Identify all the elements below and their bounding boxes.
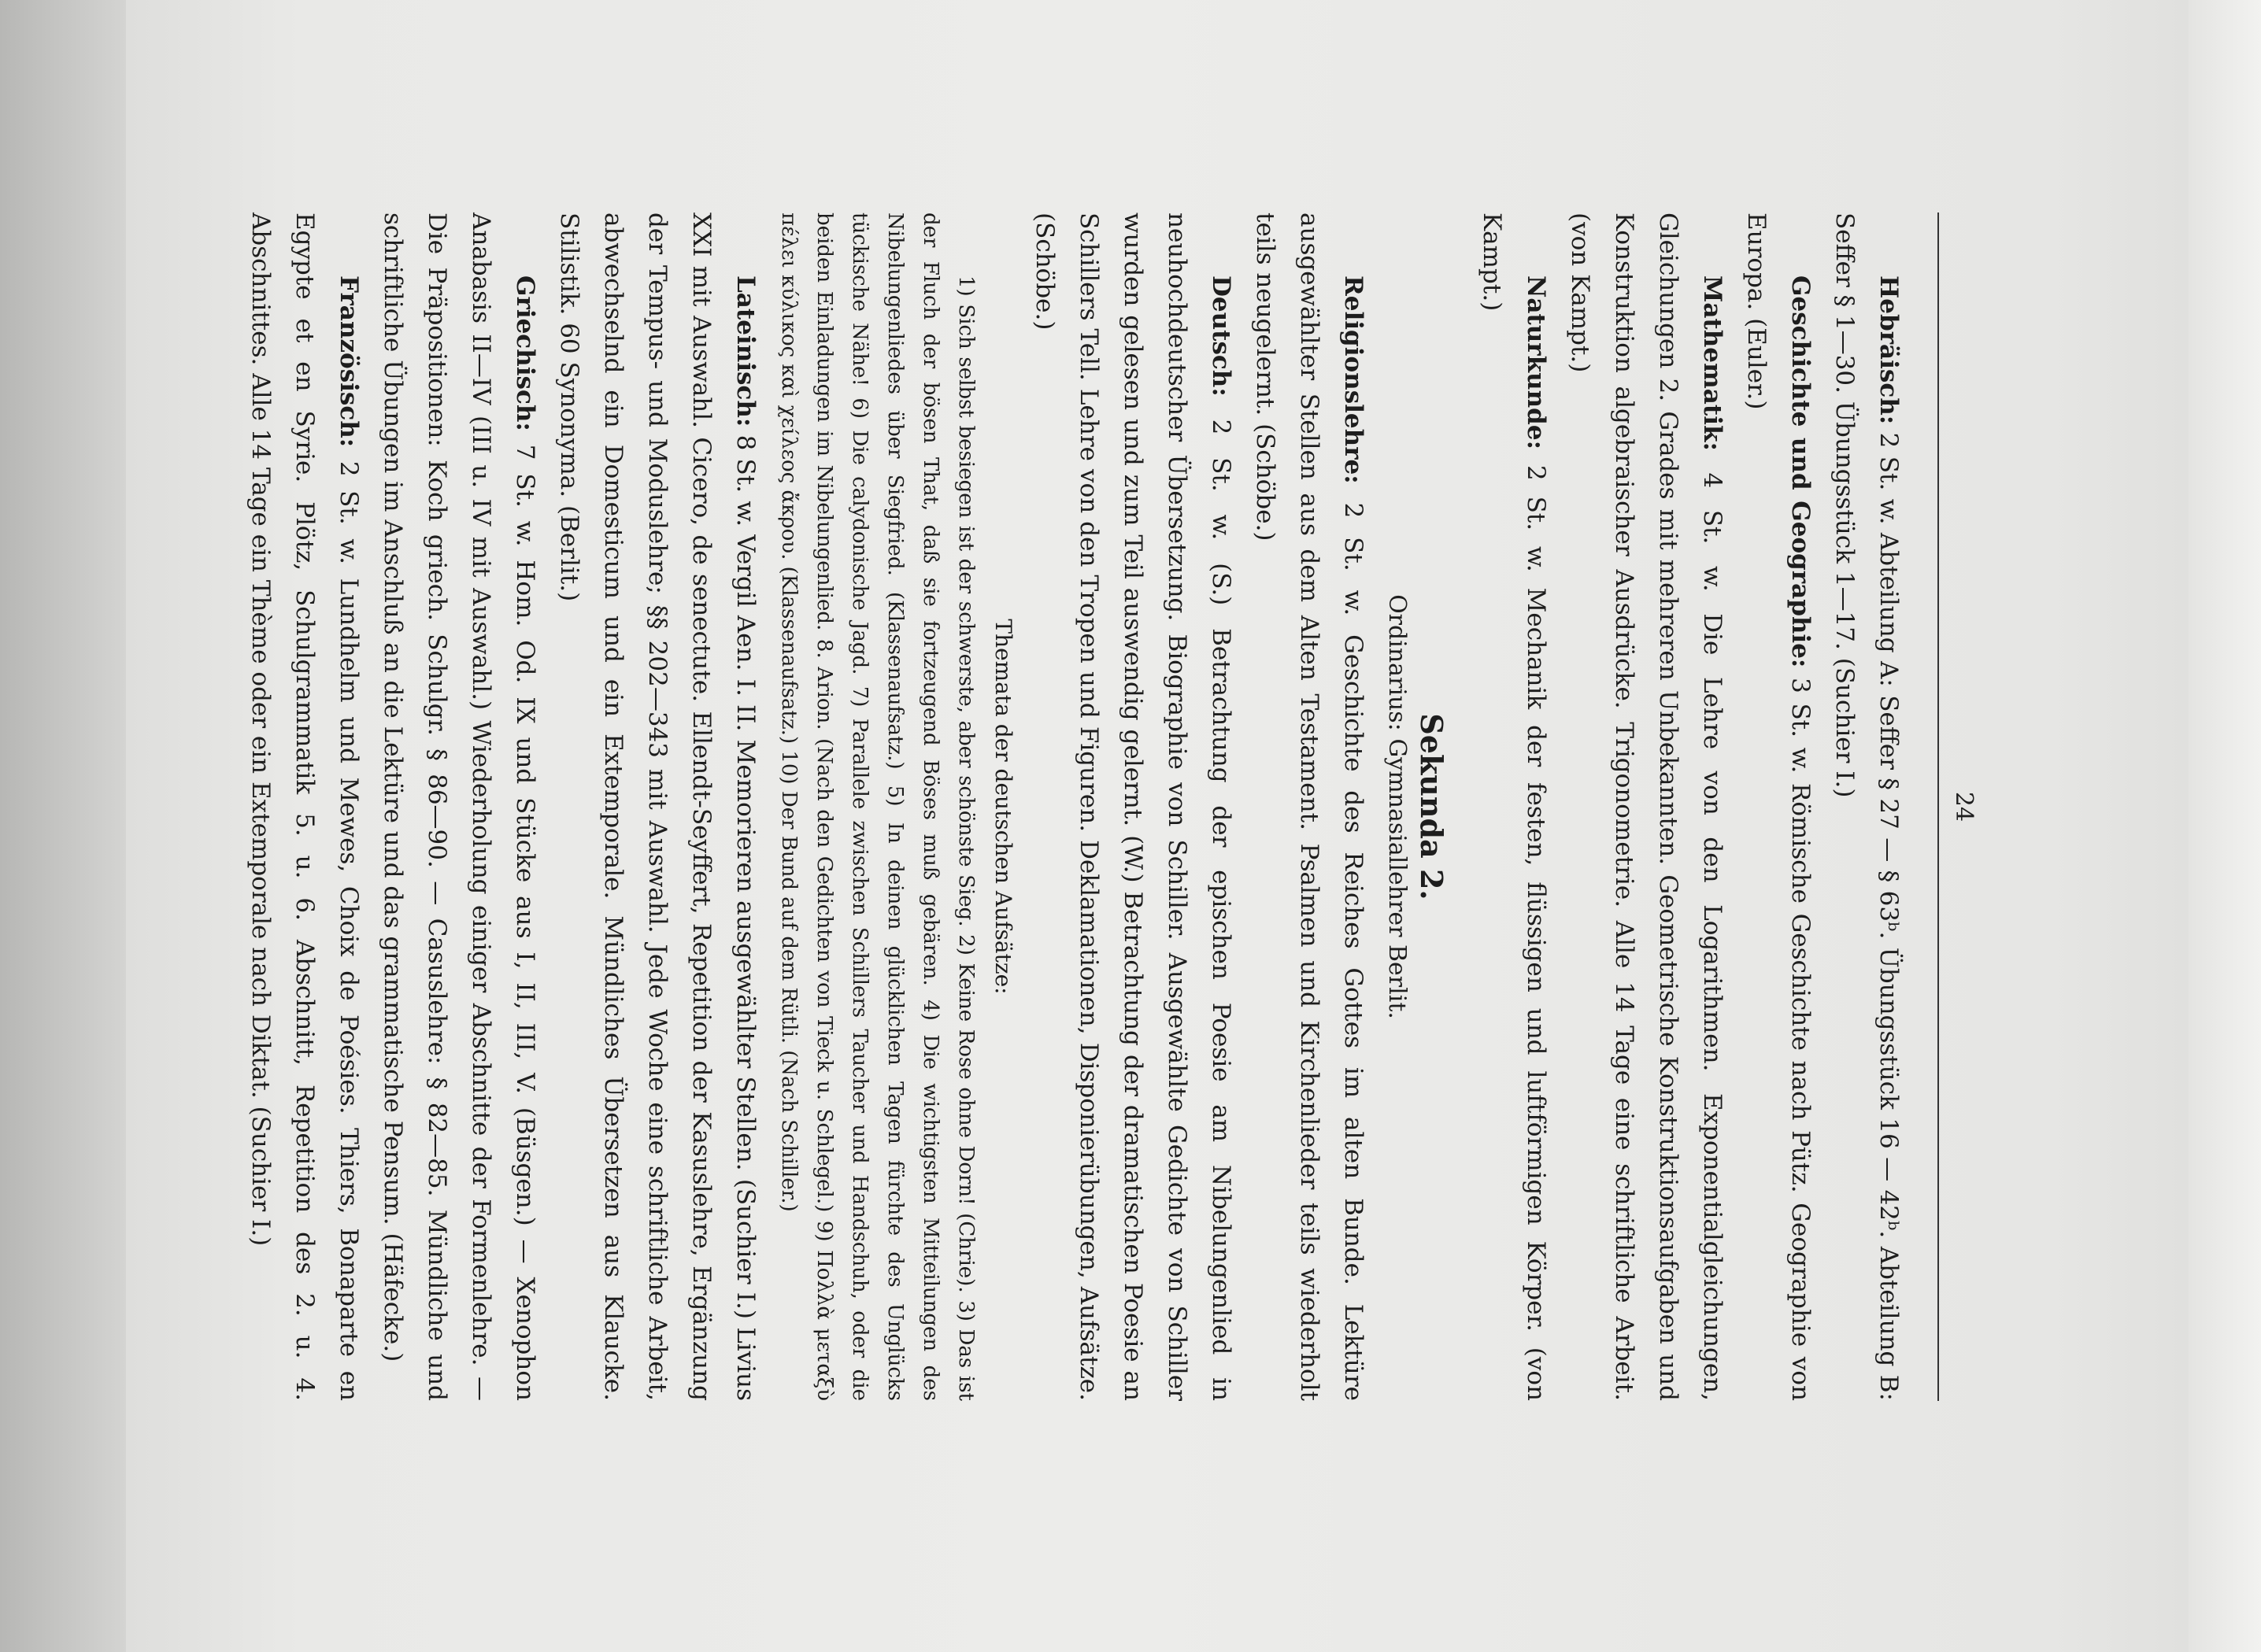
mathematik-label: Mathematik:	[1698, 275, 1726, 451]
mathematik-paragraph	[1558, 213, 1734, 1401]
themata-list: 1) Sich selbst besiegen ist der schwerste, aber schönste Sieg. 2) Keine Rose ohne Dorn! (Chrie). 3) Das ist der Fluch der bösen That, daß sie fortzeugend Böses muß gebären. 4) Die wichtigsten Mitteilungen des Nibelungenliedes über Siegfried. (Klassenaufsatz.) 5) In deinen glücklichen Tagen fürchte des Unglücks tückische Nähe! 6) Die calydonische Jagd. 7) Parallele zwischen Schillers Taucher und Handschuh, oder die beiden Einladungen im Nibelungenlied. 8. Arion. (Nach den Gedichten von Tieck u. Schlegel.) 9) Πολλὰ μεταξὺ πέλει κύλικος καὶ χείλεος ἄκρου. (Klassenaufsatz.) 10) Der Bund auf dem Rütli. (Nach Schiller.)	[777, 213, 978, 1401]
religion-paragraph	[1243, 213, 1375, 1401]
deutsch-text: 2 St. w. (S.) Betrachtung der epischen Poesie am Nibelungenlied in neuhochdeutscher Übersetzung. Biographie von Schiller. Ausgewählte Gedichte von Schiller wurden gelesen und zum Teil auswendig gelernt. (W.) Betrachtung der dramatischen Poesie an Schillers Tell. Lehre von den Tropen und Figuren. Deklamationen, Disponierübungen, Aufsätze. (Schöbe.)	[1031, 213, 1235, 1401]
griechisch-text: 7 St. w. Hom. Od. IX und Stücke aus I, II, III, V. (Büsgen.) — Xenophon Anabasis II—IV (III u. IV mit Auswahl.) Wiederholung einiger Abschnitte der Formenlehre. — Die Präpositionen: Koch griech. Schulgr. § 86—90. — Casuslehre: § 82—85. Mündliche und schriftliche Übungen im Anschluß an die Lektüre und das grammatische Pensum. (Häfecke.)	[379, 213, 539, 1401]
geschichte-paragraph	[1734, 213, 1822, 1401]
religion-text: 2 St. w. Geschichte des Reiches Gottes im alten Bunde. Lektüre ausgewählter Stellen aus dem Alten Testament. Psalmen und Kirchenlieder teils wiederholt teils neugelernt. (Schöbe.)	[1251, 213, 1367, 1402]
franzoesisch-label: Französisch:	[335, 275, 363, 448]
document-page	[239, 213, 1978, 1401]
naturkunde-paragraph	[1470, 213, 1558, 1401]
header-rule	[1937, 213, 1939, 1401]
deutsch-paragraph	[1023, 213, 1243, 1401]
page-number: 24	[1950, 791, 1978, 822]
latein-paragraph	[547, 213, 768, 1401]
griechisch-paragraph	[371, 213, 547, 1401]
franzoesisch-text: 2 St. w. Lundhelm und Mewes, Choix de Poésies. Thiers, Bonaparte en Egypte et en Syrie. Plötz, Schulgrammatik 5. u. 6. Abschnitt, Repetition des 2. u. 4. Abschnittes. Alle 14 Tage ein Thème oder ein Extemporale nach Diktat. (Suchier I.)	[246, 213, 363, 1401]
deutsch-label: Deutsch:	[1207, 275, 1235, 397]
hebraeisch-text: 2 St. w. Abteilung A: Seffer § 27 — § 63ᵇ. Übungsstück 16 — 42ᵇ. Abteilung B: Seffer § 1—30. Übungsstück 1—17. (Suchier I.)	[1830, 213, 1903, 1402]
geschichte-label: Geschichte und Geographie:	[1786, 275, 1815, 668]
naturkunde-label: Naturkunde:	[1522, 275, 1550, 450]
griechisch-label: Griechisch:	[511, 275, 539, 431]
themata-title: Themata der deutschen Aufsätze:	[990, 619, 1016, 995]
hebraeisch-label: Hebräisch:	[1874, 275, 1903, 425]
hebraeisch-paragraph	[1822, 213, 1911, 1401]
section-title: Sekunda 2.	[1414, 713, 1449, 900]
latein-text: 8 St. w. Vergil Aen. I. II. Memorieren ausgewählter Stellen. (Suchier I.) Livius XXI mit Auswahl. Cicero, de senectute. Ellendt-Seyffert, Repetition der Kasuslehre, Ergänzung der Tempus- und Moduslehre; §§ 202—343 mit Auswahl. Jede Woche eine schriftliche Arbeit, abwechselnd ein Domesticum und ein Extemporale. Mündliches Übersetzen aus Klaucke. Stilistik. 60 Synonyma. (Berlit.)	[555, 213, 760, 1401]
franzoesisch-paragraph	[239, 213, 371, 1401]
mathematik-text: 4 St. w. Die Lehre von den Logarithmen. Exponentialgleichungen, Gleichungen 2. Grades mit mehreren Unbekannten. Geometrische Konstruktionsaufgaben und Konstruktion algebraischer Ausdrücke. Trigonometrie. Alle 14 Tage eine schriftliche Arbeit. (von Kampt.)	[1566, 213, 1726, 1402]
naturkunde-text: 2 St. w. Mechanik der festen, flüssigen und luftförmigen Körper. (von Kampt.)	[1478, 213, 1550, 1402]
latein-label: Lateinisch:	[731, 275, 760, 427]
religion-label: Religionslehre:	[1339, 275, 1367, 484]
geschichte-text: 3 St. w. Römische Geschichte nach Pütz. Geographie von Europa. (Euler.)	[1742, 213, 1815, 1402]
ordinarius-line: Ordinarius: Gymnasiallehrer Berlit.	[1383, 594, 1411, 1019]
